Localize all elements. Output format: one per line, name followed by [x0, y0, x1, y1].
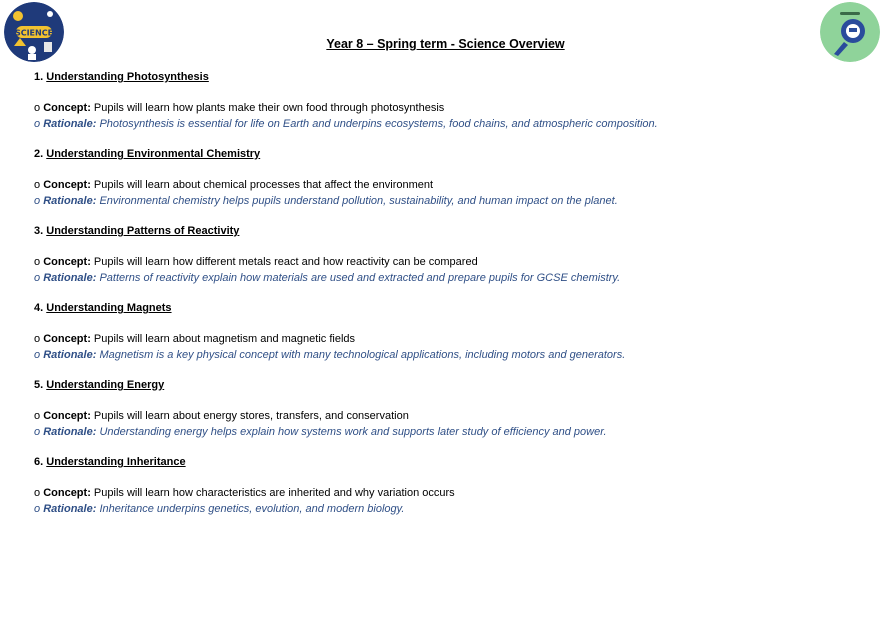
section-heading: 4. Understanding Magnets	[34, 302, 172, 314]
concept-line: o Concept: Pupils will learn about energy stores, transfers, and conservation	[34, 410, 409, 422]
rationale-line: o Rationale: Understanding energy helps explain how systems work and supports later study of efficiency and power.	[34, 426, 607, 438]
concept-line: o Concept: Pupils will learn about magnetism and magnetic fields	[34, 333, 355, 345]
section-inheritance	[34, 455, 874, 532]
trust-logo	[820, 2, 880, 62]
logo-science-label: SCIENCE	[14, 28, 54, 38]
section-magnets	[34, 301, 874, 378]
section-heading: 6. Understanding Inheritance	[34, 456, 186, 468]
rationale-line: o Rationale: Photosynthesis is essential for life on Earth and underpins ecosystems, food chains, and atmospheric composition.	[34, 118, 658, 130]
concept-line: o Concept: Pupils will learn how plants make their own food through photosynthesis	[34, 102, 445, 114]
concept-line: o Concept: Pupils will learn how different metals react and how reactivity can be compared	[34, 256, 478, 268]
section-heading: 1. Understanding Photosynthesis	[34, 71, 209, 83]
rationale-line: o Rationale: Patterns of reactivity explain how materials are used and extracted and prepare pupils for GCSE chemistry.	[34, 272, 621, 284]
section-patterns-of-reactivity	[34, 224, 874, 301]
page-title: Year 8 – Spring term - Science Overview	[326, 37, 565, 51]
rationale-line: o Rationale: Environmental chemistry helps pupils understand pollution, sustainability, and human impact on the planet.	[34, 195, 618, 207]
section-heading: 2. Understanding Environmental Chemistry	[34, 148, 261, 160]
section-heading: 5. Understanding Energy	[34, 379, 165, 391]
overview-content	[34, 70, 874, 532]
section-photosynthesis	[34, 70, 874, 147]
rationale-line: o Rationale: Inheritance underpins genetics, evolution, and modern biology.	[34, 503, 405, 515]
concept-line: o Concept: Pupils will learn how characteristics are inherited and why variation occurs	[34, 487, 455, 499]
science-logo	[4, 2, 64, 62]
rationale-line: o Rationale: Magnetism is a key physical concept with many technological applications, including motors and generators.	[34, 349, 626, 361]
section-heading: 3. Understanding Patterns of Reactivity	[34, 225, 240, 237]
section-energy	[34, 378, 874, 455]
section-environmental-chemistry	[34, 147, 874, 224]
concept-line: o Concept: Pupils will learn about chemical processes that affect the environment	[34, 179, 434, 191]
